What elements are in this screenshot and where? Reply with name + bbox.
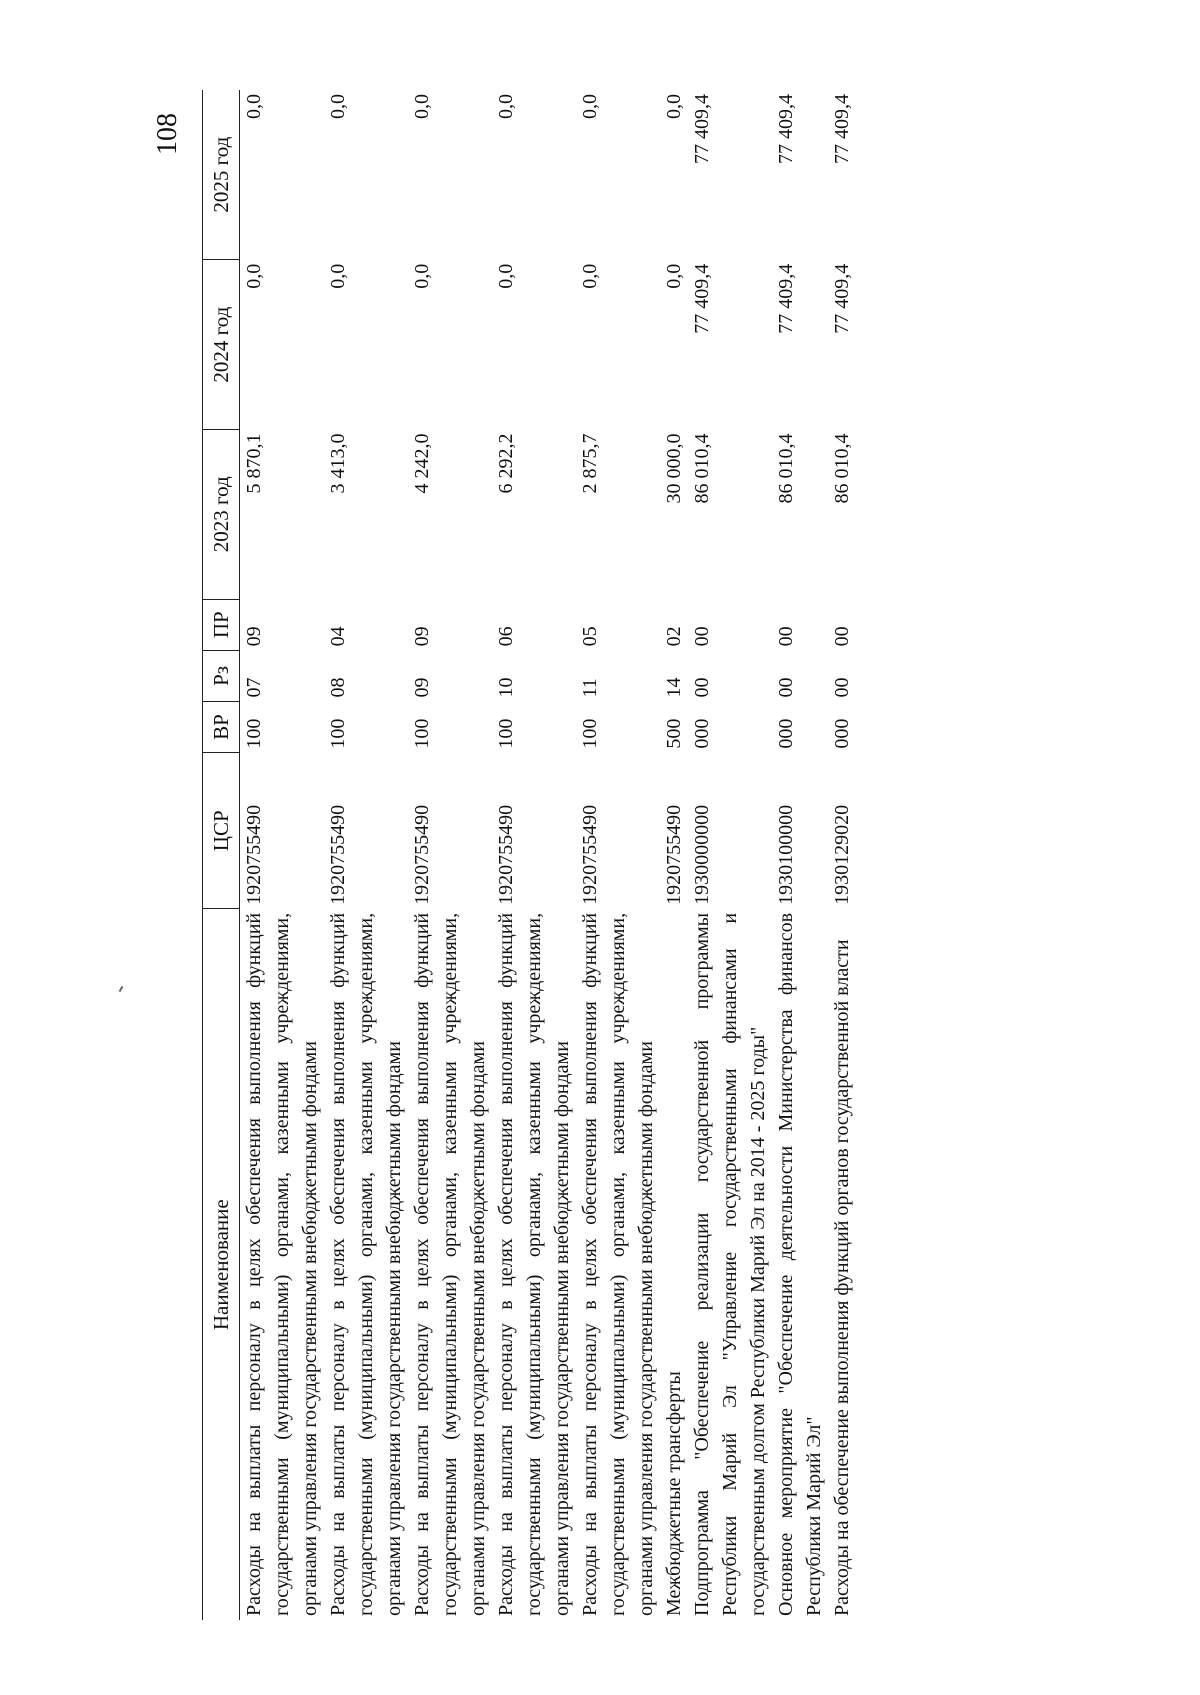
row-pr: 09 bbox=[411, 626, 433, 647]
row-name: Межбюджетные трансферты bbox=[663, 1371, 685, 1616]
row-2024: 0,0 bbox=[243, 263, 265, 289]
row-2023: 3 413,0 bbox=[327, 433, 349, 494]
row-2023: 30 000,0 bbox=[663, 433, 685, 504]
header-2024: 2024 год bbox=[203, 260, 240, 430]
row-pr: 06 bbox=[495, 626, 517, 647]
row-2023: 86 010,4 bbox=[691, 433, 713, 504]
row-csr: 1920755490 bbox=[495, 804, 517, 905]
row-pr: 09 bbox=[243, 626, 265, 647]
header-csr: ЦСР bbox=[203, 753, 240, 909]
row-2023: 2 875,7 bbox=[579, 433, 601, 494]
row-vr: 100 bbox=[411, 718, 433, 749]
header-rz: Рз bbox=[203, 650, 240, 701]
row-vr: 500 bbox=[663, 718, 685, 749]
row-rz: 07 bbox=[243, 677, 265, 698]
row-rz: 00 bbox=[831, 677, 853, 698]
row-name: Расходы на обеспечение выполнения функций органов государственной власти bbox=[831, 939, 853, 1616]
row-name: Расходы на выплаты персоналу в целях обеспечения выполнения функций государственными (муниципальными) органами, казенными учреждениями, органами управления государственными внебюджетными фондами bbox=[579, 912, 657, 1616]
row-2024: 0,0 bbox=[579, 263, 601, 289]
header-vr: ВР bbox=[203, 701, 240, 752]
table-row bbox=[408, 90, 492, 1620]
row-vr: 000 bbox=[691, 718, 713, 749]
row-vr: 000 bbox=[775, 718, 797, 749]
scan-artifact bbox=[119, 986, 124, 992]
row-name: Расходы на выплаты персоналу в целях обеспечения выполнения функций государственными (муниципальными) органами, казенными учреждениями, органами управления государственными внебюджетными фондами bbox=[495, 912, 573, 1616]
row-csr: 1930000000 bbox=[691, 804, 713, 905]
row-2025: 0,0 bbox=[243, 94, 265, 119]
row-2024: 77 409,4 bbox=[831, 263, 853, 334]
row-2025: 77 409,4 bbox=[691, 94, 713, 164]
table-row bbox=[772, 90, 828, 1620]
row-2024: 0,0 bbox=[411, 263, 433, 289]
row-rz: 00 bbox=[691, 677, 713, 698]
row-pr: 02 bbox=[663, 626, 685, 647]
row-2025: 77 409,4 bbox=[831, 94, 853, 164]
row-2023: 5 870,1 bbox=[243, 433, 265, 494]
row-2024: 0,0 bbox=[495, 263, 517, 289]
table-row bbox=[492, 90, 576, 1620]
row-2025: 0,0 bbox=[495, 94, 517, 119]
row-rz: 08 bbox=[327, 677, 349, 698]
row-pr: 04 bbox=[327, 626, 349, 647]
row-csr: 1920755490 bbox=[663, 804, 685, 905]
page-number: 108 bbox=[152, 113, 183, 155]
row-2025: 0,0 bbox=[579, 94, 601, 119]
row-name: Основное мероприятие "Обеспечение деятельности Министерства финансов Республики Марий Эл" bbox=[775, 912, 825, 1616]
header-pr: ПР bbox=[203, 599, 240, 650]
row-name: Расходы на выплаты персоналу в целях обеспечения выполнения функций государственными (муниципальными) органами, казенными учреждениями, органами управления государственными внебюджетными фондами bbox=[411, 912, 489, 1616]
row-csr: 1930100000 bbox=[775, 804, 797, 905]
row-2025: 0,0 bbox=[411, 94, 433, 119]
row-name: Расходы на выплаты персоналу в целях обеспечения выполнения функций государственными (муниципальными) органами, казенными учреждениями, органами управления государственными внебюджетными фондами bbox=[327, 912, 405, 1616]
row-rz: 14 bbox=[663, 677, 685, 698]
table-row bbox=[576, 90, 660, 1620]
row-vr: 100 bbox=[495, 718, 517, 749]
row-pr: 05 bbox=[579, 626, 601, 647]
row-csr: 1920755490 bbox=[411, 804, 433, 905]
header-2025: 2025 год bbox=[203, 90, 240, 260]
row-2024: 0,0 bbox=[663, 263, 685, 289]
table-row bbox=[240, 90, 325, 1620]
row-2024: 77 409,4 bbox=[691, 263, 713, 334]
header-name: Наименование bbox=[203, 909, 240, 1620]
row-csr: 1920755490 bbox=[327, 804, 349, 905]
table-row bbox=[828, 90, 856, 1620]
rotated-content bbox=[152, 80, 920, 1620]
row-rz: 10 bbox=[495, 677, 517, 698]
row-2025: 0,0 bbox=[327, 94, 349, 119]
row-2024: 0,0 bbox=[327, 263, 349, 289]
row-vr: 000 bbox=[831, 718, 853, 749]
row-2025: 0,0 bbox=[663, 94, 685, 119]
row-name: Расходы на выплаты персоналу в целях обеспечения выполнения функций государственными (муниципальными) органами, казенными учреждениями, органами управления государственными внебюджетными фондами bbox=[243, 912, 321, 1616]
row-csr: 1920755490 bbox=[243, 804, 265, 905]
table-row bbox=[324, 90, 408, 1620]
row-pr: 00 bbox=[831, 626, 853, 647]
row-2024: 77 409,4 bbox=[775, 263, 797, 334]
header-row bbox=[203, 90, 240, 1620]
row-2023: 86 010,4 bbox=[775, 433, 797, 504]
row-rz: 00 bbox=[775, 677, 797, 698]
row-pr: 00 bbox=[775, 626, 797, 647]
row-rz: 11 bbox=[579, 678, 601, 698]
row-2023: 86 010,4 bbox=[831, 433, 853, 504]
row-2025: 77 409,4 bbox=[775, 94, 797, 164]
row-name: Подпрограмма "Обеспечение реализации государственной программы Республики Марий Эл "Управление государственными финансами и государственным долгом Республики Марий Эл на 2014 - 2025 годы" bbox=[691, 912, 769, 1616]
row-vr: 100 bbox=[243, 718, 265, 749]
row-2023: 6 292,2 bbox=[495, 433, 517, 494]
row-rz: 09 bbox=[411, 677, 433, 698]
table-row bbox=[660, 90, 688, 1620]
row-pr: 00 bbox=[691, 626, 713, 647]
row-csr: 1920755490 bbox=[579, 804, 601, 905]
row-csr: 1930129020 bbox=[831, 804, 853, 905]
table-row bbox=[688, 90, 772, 1620]
header-2023: 2023 год bbox=[203, 429, 240, 599]
budget-table bbox=[202, 90, 856, 1620]
row-vr: 100 bbox=[327, 718, 349, 749]
row-vr: 100 bbox=[579, 718, 601, 749]
row-2023: 4 242,0 bbox=[411, 433, 433, 494]
